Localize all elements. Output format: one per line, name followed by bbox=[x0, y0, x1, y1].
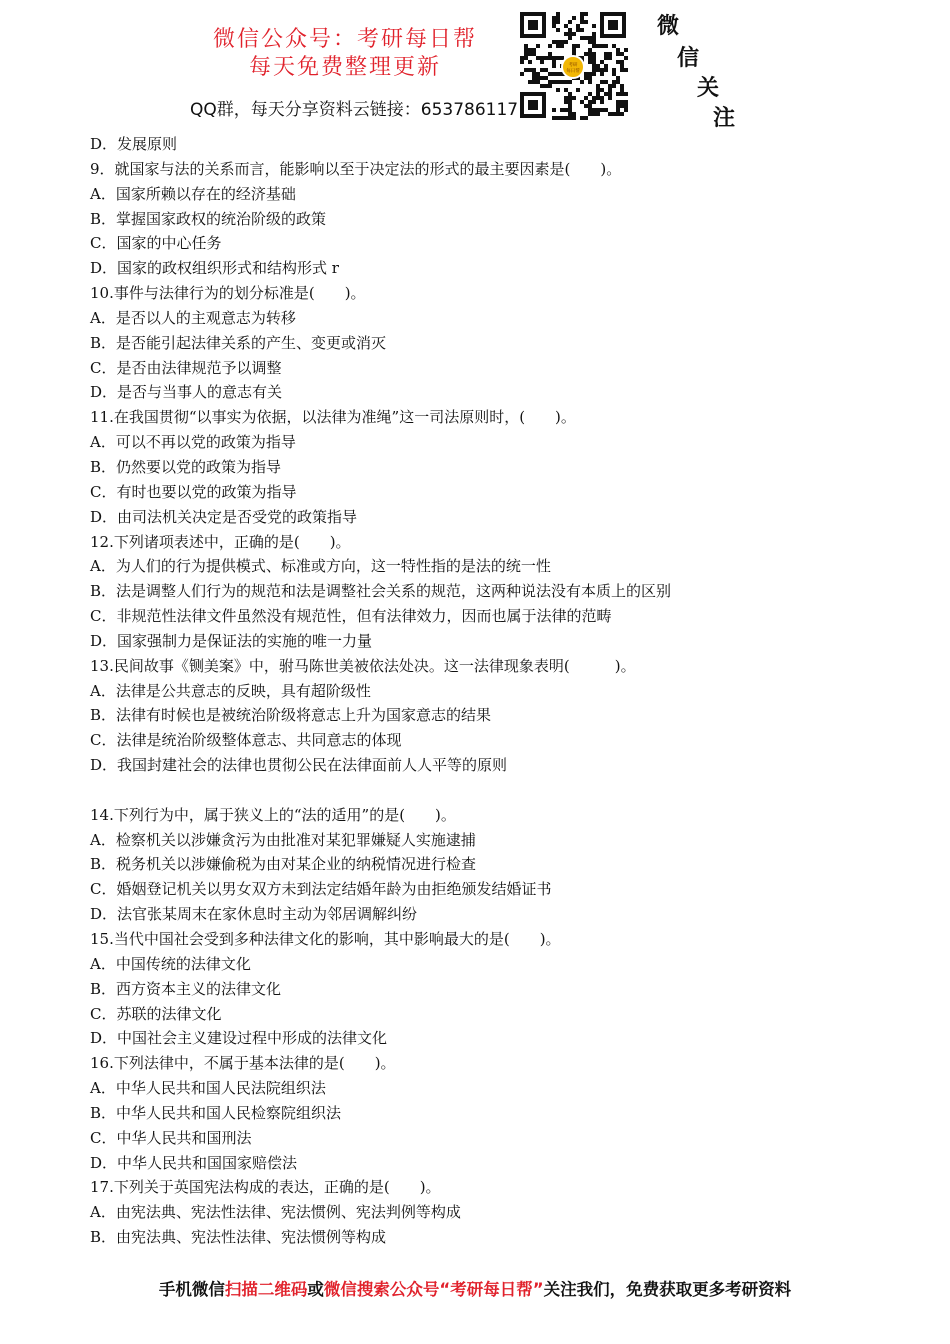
answer-option: D．发展原则 bbox=[90, 135, 178, 153]
exam-questions-body bbox=[90, 132, 890, 1250]
answer-option: B．中华人民共和国人民检察院组织法 bbox=[90, 1103, 342, 1122]
answer-option: A．国家所赖以存在的经济基础 bbox=[90, 184, 296, 203]
answer-option: D．中华人民共和国国家赔偿法 bbox=[90, 1153, 298, 1172]
blank-line bbox=[90, 778, 890, 803]
answer-option: A．中华人民共和国人民法院组织法 bbox=[90, 1079, 326, 1098]
answer-option: B．税务机关以涉嫌偷税为由对某企业的纳税情况进行检查 bbox=[90, 855, 477, 874]
footer-text-or: 或 bbox=[307, 1280, 324, 1299]
footer-text-follow: 关注我们，免费获取更多考研资料 bbox=[543, 1280, 792, 1299]
qr-code-image bbox=[518, 10, 628, 120]
answer-option: A．由宪法典、宪法性法律、宪法惯例、宪法判例等构成 bbox=[90, 1203, 461, 1222]
answer-option: B．掌握国家政权的统治阶级的政策 bbox=[90, 209, 327, 228]
answer-option: C．法律是统治阶级整体意志、共同意志的体现 bbox=[90, 731, 402, 750]
answer-option: B．仍然要以党的政策为指导 bbox=[90, 457, 282, 476]
answer-option: C．是否由法律规范予以调整 bbox=[90, 358, 282, 377]
answer-option: C．婚姻登记机关以男女双方未到法定结婚年龄为由拒绝颁发结婚证书 bbox=[90, 880, 552, 899]
wechat-char-4: 注 bbox=[713, 105, 736, 131]
answer-option: D．我国封建社会的法律也贯彻公民在法律面前人人平等的原则 bbox=[90, 756, 508, 775]
question-stem: 17.下列关于英国宪法构成的表达，正确的是( )。 bbox=[90, 1178, 441, 1197]
footer-search-account: 微信搜索公众号 bbox=[323, 1280, 440, 1299]
wechat-follow-vertical bbox=[655, 5, 745, 130]
answer-option: B．由宪法典、宪法性法律、宪法惯例等构成 bbox=[90, 1228, 387, 1247]
answer-option: D．是否与当事人的意志有关 bbox=[90, 383, 283, 402]
answer-option: A．检察机关以涉嫌贪污为由批准对某犯罪嫌疑人实施逮捕 bbox=[90, 830, 476, 849]
promo-wechat-account: 微信公众号：考研每日帮 bbox=[212, 27, 477, 52]
answer-option: D．中国社会主义建设过程中形成的法律文化 bbox=[90, 1029, 388, 1048]
question-stem: 11.在我国贯彻“以事实为依据，以法律为准绳”这一司法原则时，( )。 bbox=[90, 408, 576, 427]
wechat-char-1: 微 bbox=[657, 13, 680, 39]
answer-option: C．非规范性法律文件虽然没有规范性，但有法律效力，因而也属于法律的范畴 bbox=[90, 607, 612, 626]
footer-text-1: 手机微信 bbox=[158, 1280, 225, 1299]
answer-option: C．有时也要以党的政策为指导 bbox=[90, 482, 297, 501]
answer-option: B．法是调整人们行为的规范和法是调整社会关系的规范，这两种说法没有本质上的区别 bbox=[90, 582, 672, 601]
page-header bbox=[0, 0, 950, 130]
answer-option: D．国家的政权组织形式和结构形式 r bbox=[90, 259, 339, 278]
answer-option: D．由司法机关决定是否受党的政策指导 bbox=[90, 507, 358, 526]
answer-option: A．可以不再以党的政策为指导 bbox=[90, 433, 296, 452]
answer-option: B．西方资本主义的法律文化 bbox=[90, 979, 282, 998]
footer-scan-qr: 扫描二维码 bbox=[224, 1280, 308, 1299]
answer-option: B．是否能引起法律关系的产生、变更或消灭 bbox=[90, 333, 387, 352]
wechat-char-3: 关 bbox=[697, 75, 720, 101]
svg-text:考研: 考研 bbox=[568, 63, 578, 68]
question-stem: 16.下列法律中，不属于基本法律的是( )。 bbox=[90, 1054, 396, 1073]
footer-account-name: “考研每日帮” bbox=[439, 1280, 544, 1299]
promo-daily-update: 每天免费整理更新 bbox=[248, 55, 441, 80]
answer-option: A．法律是公共意志的反映，具有超阶级性 bbox=[90, 681, 371, 700]
answer-option: D．法官张某周末在家休息时主动为邻居调解纠纷 bbox=[90, 905, 418, 924]
answer-option: A．是否以人的主观意志为转移 bbox=[90, 308, 296, 327]
question-stem: 12.下列诸项表述中，正确的是( )。 bbox=[90, 532, 351, 551]
question-stem: 14.下列行为中，属于狭义上的“法的适用”的是( )。 bbox=[90, 805, 456, 824]
question-stem: 15.当代中国社会受到多种法律文化的影响，其中影响最大的是( )。 bbox=[90, 930, 561, 948]
qq-group-line: QQ群，每天分享资料云链接：653786117 bbox=[190, 100, 519, 120]
answer-option: C．国家的中心任务 bbox=[90, 234, 222, 253]
answer-option: D．国家强制力是保证法的实施的唯一力量 bbox=[90, 631, 373, 650]
svg-text:每日帮: 每日帮 bbox=[566, 69, 580, 74]
question-stem: 13.民间故事《铡美案》中，驸马陈世美被依法处决。这一法律现象表明( )。 bbox=[90, 656, 636, 675]
wechat-char-2: 信 bbox=[677, 45, 700, 71]
answer-option: C．中华人民共和国刑法 bbox=[90, 1128, 252, 1147]
question-stem: 10.事件与法律行为的划分标准是( )。 bbox=[90, 284, 366, 303]
answer-option: C．苏联的法律文化 bbox=[90, 1004, 222, 1023]
question-stem: 9．就国家与法的关系而言，能影响以至于决定法的形式的最主要因素是( )。 bbox=[90, 159, 622, 178]
answer-option: A．为人们的行为提供模式、标准或方向，这一特性指的是法的统一性 bbox=[90, 557, 551, 576]
answer-option: A．中国传统的法律文化 bbox=[90, 954, 251, 973]
answer-option: B．法律有时候也是被统治阶级将意志上升为国家意志的结果 bbox=[90, 706, 492, 725]
page-footer bbox=[0, 1276, 950, 1300]
